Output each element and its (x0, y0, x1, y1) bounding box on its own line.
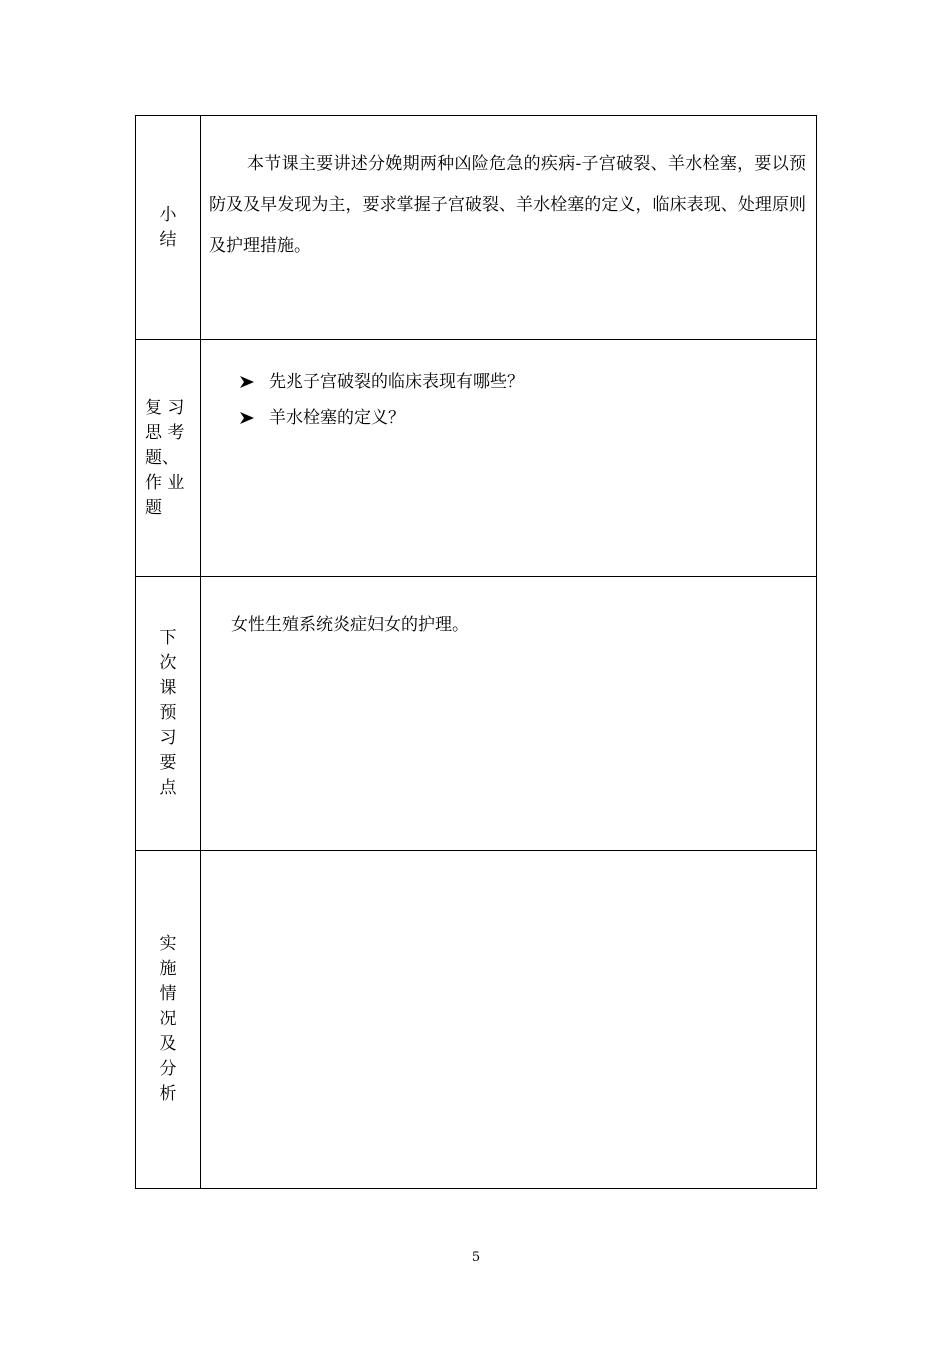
next-lesson-label: 下次课预习要点 (159, 628, 177, 798)
review-label-cell (136, 340, 201, 577)
next-lesson-content-cell (201, 577, 817, 851)
next-lesson-text: 女性生殖系统炎症妇女的护理。 (231, 615, 469, 635)
implementation-row (136, 851, 817, 1189)
lesson-plan-table (135, 115, 817, 1189)
implementation-content-cell (201, 851, 817, 1189)
review-content-cell (201, 340, 817, 577)
review-label-line: 作 业 (145, 472, 185, 493)
review-label-line: 思 考 (145, 422, 185, 443)
summary-content-cell (201, 116, 817, 340)
implementation-label-cell (136, 851, 201, 1189)
list-item (239, 400, 816, 436)
page-number: 5 (471, 1250, 481, 1265)
arrowhead-bullet-icon (239, 375, 255, 389)
arrowhead-bullet-icon (239, 411, 255, 425)
summary-label-cell (136, 116, 201, 340)
review-row (136, 340, 817, 577)
review-question-text: 先兆子宫破裂的临床表现有哪些？ (269, 372, 524, 392)
next-lesson-row (136, 577, 817, 851)
summary-text: 本节课主要讲述分娩期两种凶险危急的疾病-子宫破裂、羊水栓塞，要以预防及及早发现为主，要求掌握子宫破裂、羊水栓塞的定义，临床表现、处理原则及护理措施。 (209, 154, 806, 256)
list-item (239, 364, 816, 400)
next-lesson-label-cell (136, 577, 201, 851)
summary-label: 小结 (159, 204, 177, 250)
review-label-line: 题、 (145, 447, 179, 468)
review-label (145, 396, 195, 521)
review-label-line: 复 习 (145, 397, 185, 418)
review-label-line: 题 (145, 497, 162, 518)
implementation-label: 实施情况及分析 (159, 934, 177, 1104)
review-question-list (239, 364, 816, 436)
summary-row (136, 116, 817, 340)
review-question-text: 羊水栓塞的定义？ (269, 408, 405, 428)
